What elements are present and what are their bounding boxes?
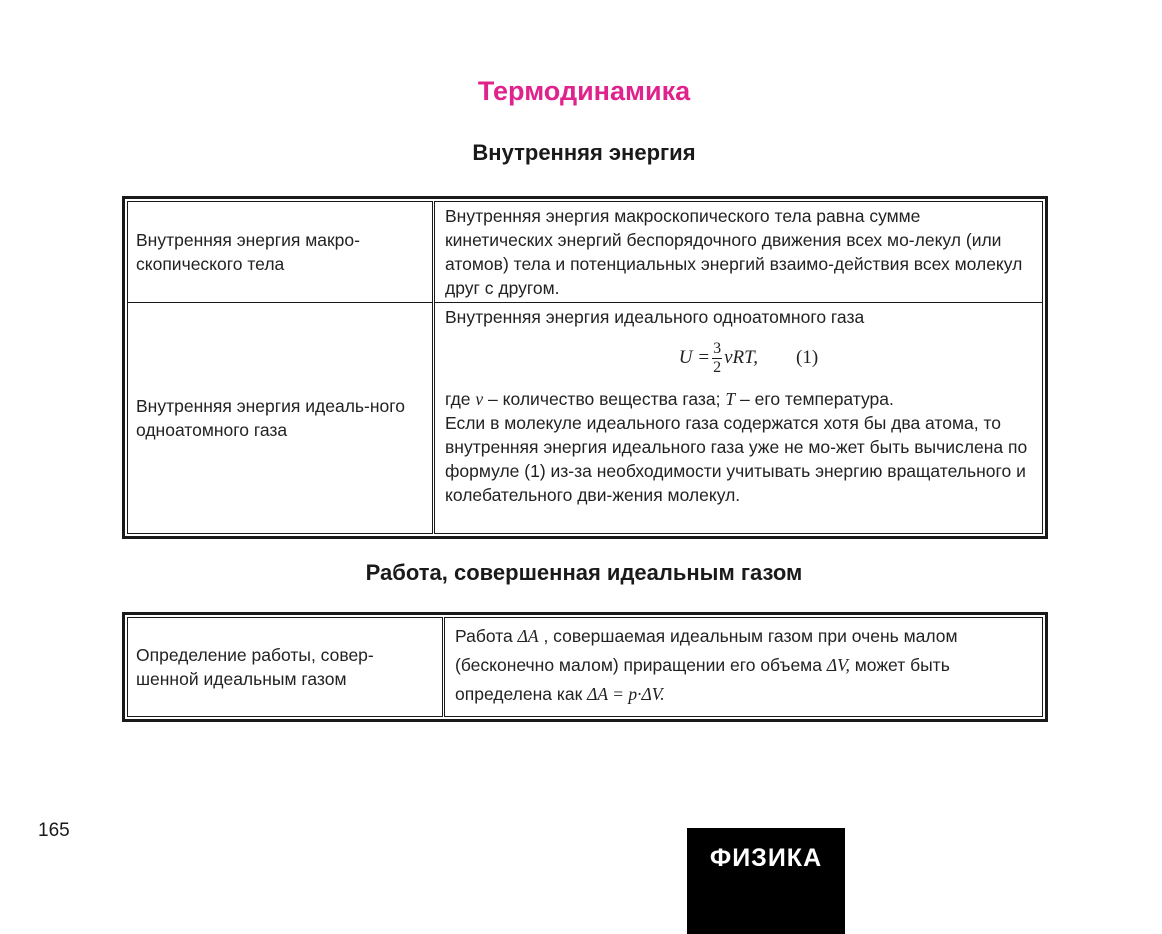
text-fragment: Работа (455, 626, 518, 646)
text-fragment: – количество вещества газа; (483, 389, 726, 409)
formula-fraction (712, 340, 722, 377)
formula-rhs: νRT, (724, 347, 759, 368)
gas-work-table (122, 612, 1048, 722)
section-heading-internal-energy: Внутренняя энергия (472, 140, 696, 165)
term-cell: Внутренняя энергия макро-скопического тела (128, 202, 434, 303)
text-fragment: где (445, 389, 476, 409)
page-number: 165 (38, 820, 70, 841)
math-nu: ν (475, 389, 484, 409)
formula-internal-energy (445, 329, 1032, 387)
variables-explanation (445, 387, 1032, 411)
math-delta-v: ΔV, (826, 655, 850, 675)
subject-label: ФИЗИКА (709, 844, 823, 872)
section-heading-gas-work: Работа, совершенная идеальным газом (365, 560, 803, 585)
definition-note: Если в молекуле идеального газа содержатся хотя бы два атома, то внутренняя энергия идеального газа уже не мо-жет быть вычислена по формуле (1) из-за необходимости учитывать энергию вращательного и колебательного дви-жения молекул. (445, 413, 1028, 505)
text-fragment: – его температура. (735, 389, 894, 409)
page-title: Термодинамика (477, 76, 691, 106)
table-row (128, 303, 1043, 534)
math-t: T (725, 389, 736, 409)
text-fragment: может быть определена как (455, 655, 950, 704)
definition-cell (444, 618, 1043, 717)
equation-number: (1) (796, 347, 819, 368)
formula-lhs: U = (678, 347, 711, 368)
table-row (128, 202, 1043, 303)
term-cell: Определение работы, совер-шенной идеальным газом (128, 618, 444, 717)
fraction-denominator: 2 (713, 358, 722, 376)
math-work-formula: ΔA = p·ΔV. (587, 684, 665, 704)
subject-tab (687, 828, 845, 934)
definition-cell: Внутренняя энергия макроскопического тела равна сумме кинетических энергий беспорядочного движения всех мо-лекул (или атомов) тела и потенциальных энергий взаимо-действия всех молекул друг с другом. (434, 202, 1043, 303)
term-cell: Внутренняя энергия идеаль-ного одноатомного газа (128, 303, 434, 534)
math-delta-a: ΔA (517, 626, 539, 646)
fraction-numerator: 3 (713, 339, 722, 357)
text-fragment: , совершаемая идеальным газом при очень малом (бесконечно малом) приращении его объема (455, 626, 958, 675)
definition-cell (434, 303, 1043, 534)
table-row (128, 618, 1043, 717)
internal-energy-table (122, 196, 1048, 539)
definition-intro: Внутренняя энергия идеального одноатомного газа (445, 307, 865, 327)
